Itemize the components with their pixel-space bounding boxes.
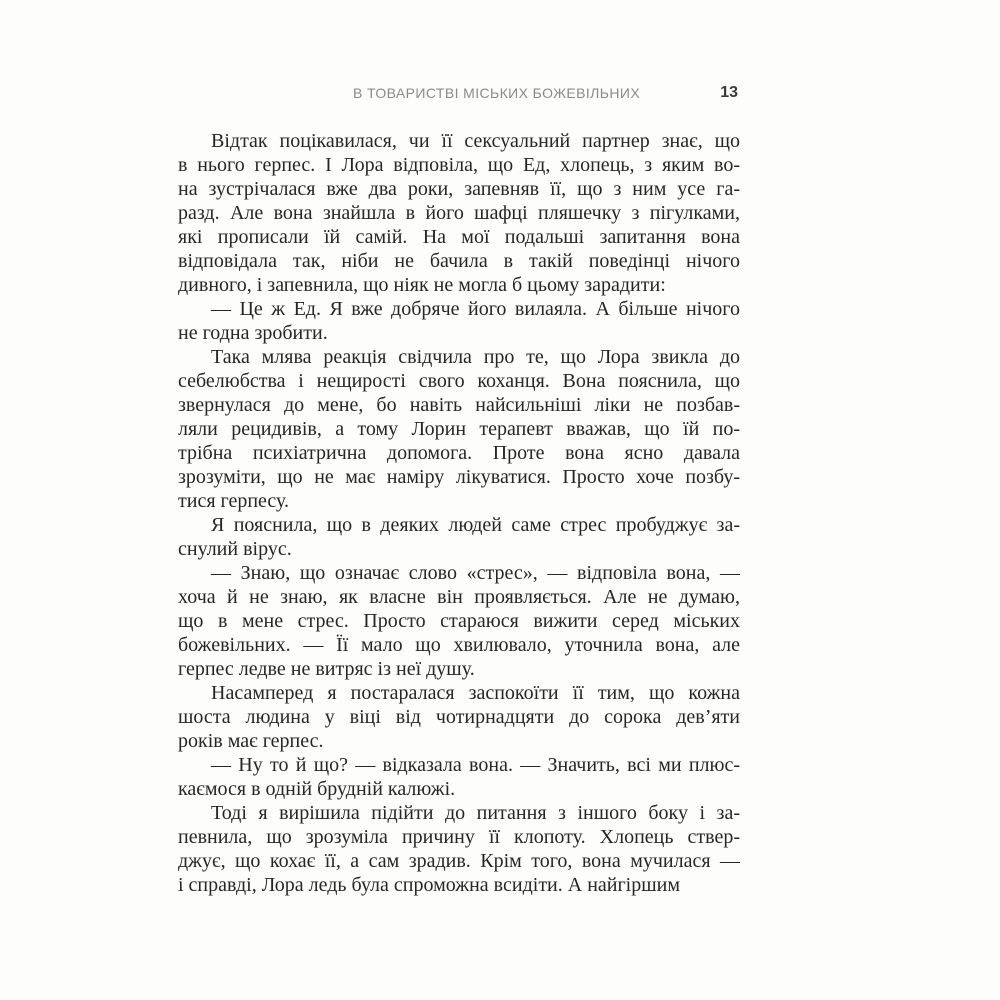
text-line: каємося в одній брудній калюжі. [178, 778, 456, 800]
running-title: В ТОВАРИСТВІ МІСЬКИХ БОЖЕВІЛЬНИХ [353, 85, 641, 101]
text-line: снулий вірус. [178, 538, 292, 560]
text-line: божевільних. — Її мало що хвилювало, уточнила вона, але [178, 634, 740, 656]
text-line: трібна психіатрична допомога. Проте вона ясно давала [178, 442, 740, 464]
text-line: разд. Але вона знайшла в його шафці пляшечку з пігулками, [178, 202, 740, 224]
text-line: які прописали їй самій. На мої подальші запитання вона [178, 226, 740, 248]
text-line: джує, що кохає її, а сам зрадив. Крім того, вона мучилася — [178, 850, 740, 872]
text-line: дивного, і запевнила, що ніяк не могла б цьому зарадити: [178, 274, 666, 296]
text-line: шоста людина у віці від чотирнадцяти до сорока дев’яти [178, 706, 740, 728]
text-line: років має герпес. [178, 730, 324, 752]
text-line: — Ну то й що? — відказала вона. — Значить, всі ми плюс- [211, 754, 740, 776]
text-line: Тоді я вирішила підійти до питання з іншого боку і за- [211, 802, 740, 824]
text-line: звернулася до мене, бо навіть найсильніші ліки не позбав- [178, 394, 740, 416]
text-line: герпес ледве не витряс із неї душу. [178, 658, 475, 680]
text-line: Така млява реакція свідчила про те, що Лора звикла до [211, 346, 740, 368]
text-line: — Це ж Ед. Я вже добряче його вилаяла. А більше нічого [211, 298, 740, 320]
page-number: 13 [720, 84, 738, 101]
text-line: — Знаю, що означає слово «стрес», — відповіла вона, — [211, 562, 740, 584]
text-line: Насамперед я постаралася заспокоїти її тим, що кожна [211, 682, 740, 704]
text-line: на зустрічалася вже два роки, запевняв її, що з ним усе га- [178, 178, 740, 200]
text-line: хоча й не знаю, як власне він проявляється. Але не думаю, [178, 586, 740, 608]
text-line: відповідала так, ніби не бачила в такій поведінці нічого [178, 250, 740, 272]
text-line: Я пояснила, що в деяких людей саме стрес пробуджує за- [211, 514, 740, 536]
text-line: що в мене стрес. Просто стараюся вижити серед міських [178, 610, 740, 632]
text-line: тися герпесу. [178, 490, 290, 512]
text-line: не годна зробити. [178, 322, 328, 344]
body-text [178, 129, 740, 897]
text-line: себелюбства і нещирості свого коханця. Вона пояснила, що [178, 370, 740, 392]
text-line: певнила, що зрозуміла причину її клопоту. Хлопець ствер- [178, 826, 740, 848]
page-header [0, 85, 1000, 107]
text-line: Відтак поцікавилася, чи її сексуальний партнер знає, що [211, 130, 740, 152]
text-line: зрозуміти, що не має наміру лікуватися. Просто хоче позбу- [178, 466, 740, 488]
text-line: ляли рецидивів, а тому Лорин терапевт вважав, що їй по- [178, 418, 740, 440]
text-line: в нього герпес. І Лора відповіла, що Ед, хлопець, з яким во- [178, 154, 740, 176]
text-line: і справді, Лора ледь була спроможна всидіти. А найгіршим [178, 874, 681, 896]
